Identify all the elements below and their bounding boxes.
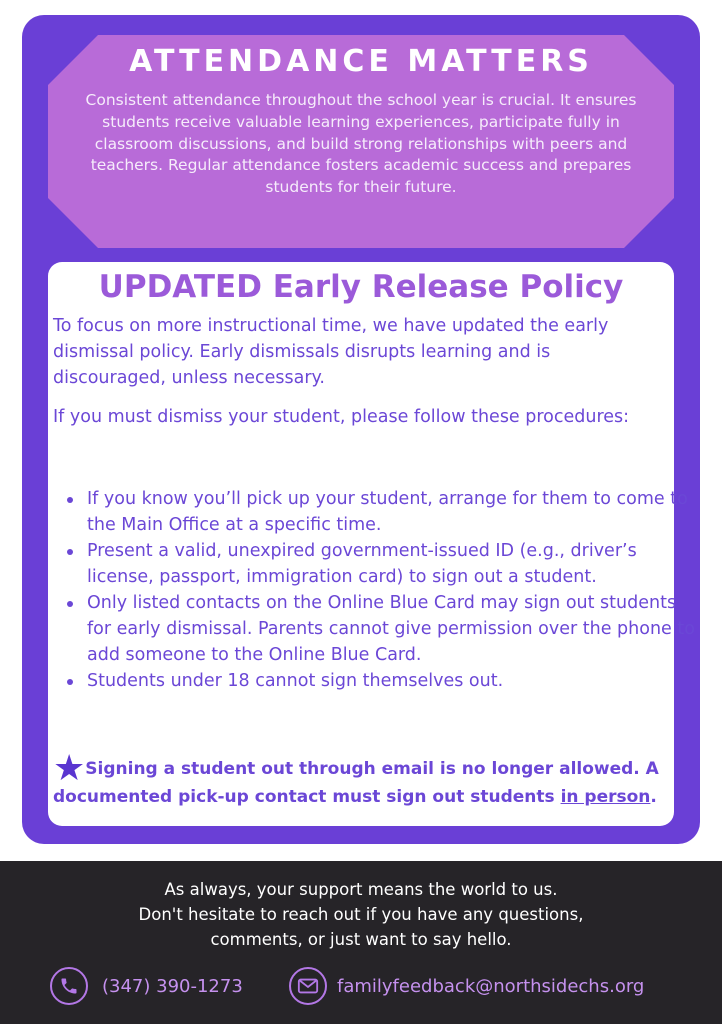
footer-line: comments, or just want to say hello. (210, 930, 512, 949)
list-item: Only listed contacts on the Online Blue Card may sign out students for early dismissal. Parents cannot give permission over the phone to add someone to the Online Blue Card. (87, 590, 702, 668)
list-item: If you know you’ll pick up your student, arrange for them to come to the Main Office at a specific time. (87, 486, 702, 538)
banner-body: Consistent attendance throughout the school year is crucial. It ensures students receive valuable learning experiences, participate fully in classroom discussions, and build strong relationships with peers and teachers. Regular attendance fosters academic success and prepares students for their future. (85, 91, 637, 197)
envelope-icon (289, 967, 327, 1005)
footer-line: As always, your support means the world to us. (164, 880, 558, 899)
policy-intro: To focus on more instructional time, we have updated the early dismissal policy. Early dismissals disrupts learning and is discouraged, unless necessary. (53, 316, 609, 388)
email-address[interactable]: familyfeedback@northsidechs.org (337, 975, 645, 997)
policy-lead: If you must dismiss your student, please follow these procedures: (53, 407, 630, 427)
notice-text: Signing a student out through email is no longer allowed. A documented pick-up contact must sign out students (53, 759, 659, 807)
phone-icon (50, 967, 88, 1005)
list-item: Students under 18 cannot sign themselves out. (87, 668, 702, 694)
notice-end: . (650, 787, 657, 807)
email-notice (53, 748, 671, 811)
banner-title: ATTENDANCE MATTERS (129, 44, 593, 79)
policy-title: UPDATED Early Release Policy (98, 269, 624, 305)
phone-number[interactable]: (347) 390-1273 (102, 975, 243, 997)
procedures-list (53, 486, 702, 694)
footer-line: Don't hesitate to reach out if you have any questions, (138, 905, 584, 924)
phone-contact[interactable] (50, 964, 243, 1008)
star-icon: ★ (53, 748, 86, 789)
footer-message (0, 877, 722, 952)
list-item: Present a valid, unexpired government-issued ID (e.g., driver’s license, passport, immigration card) to sign out a student. (87, 538, 702, 590)
email-contact[interactable] (289, 964, 644, 1008)
notice-emphasis: in person (560, 787, 651, 807)
